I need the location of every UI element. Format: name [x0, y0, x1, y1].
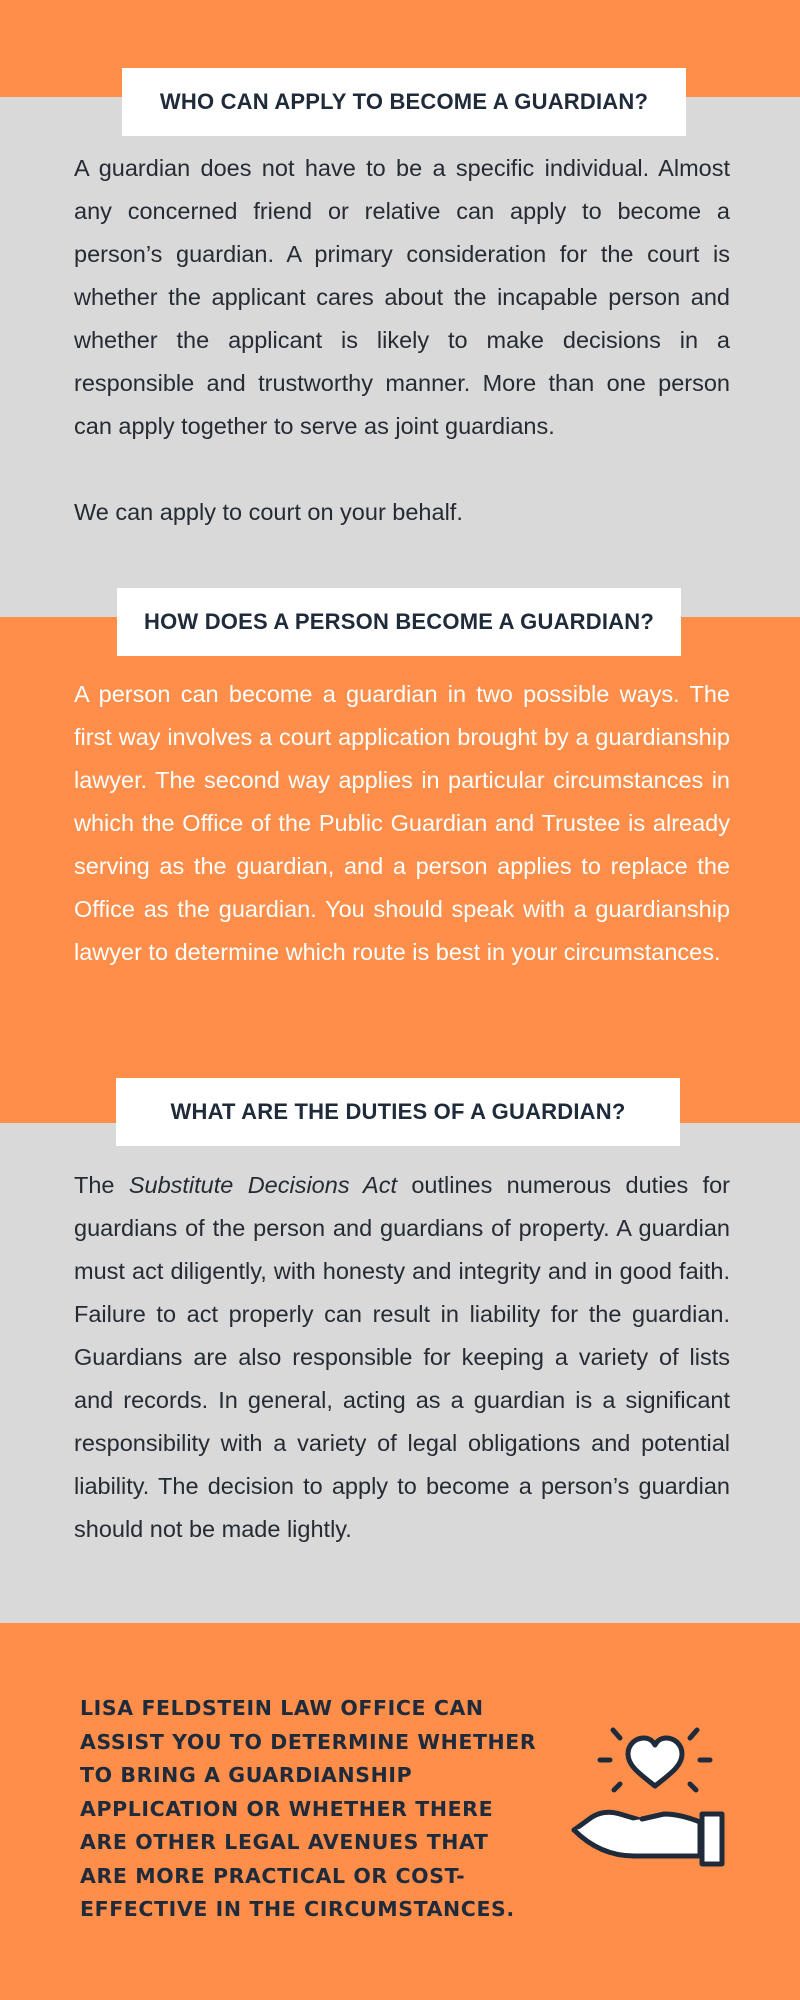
section-3-paragraph-prefix: The	[74, 1172, 129, 1198]
section-3-body	[74, 1164, 730, 1551]
section-2-heading-text: HOW DOES A PERSON BECOME A GUARDIAN?	[144, 609, 654, 634]
section-1-paragraph-2: We can apply to court on your behalf.	[74, 499, 463, 525]
section-3-heading	[116, 1078, 680, 1146]
section-1-heading	[122, 68, 686, 136]
heart-in-hand-icon	[570, 1722, 740, 1872]
act-title: Substitute Decisions Act	[128, 1172, 397, 1198]
section-3-paragraph-1	[74, 1164, 730, 1551]
section-3-heading-text: WHAT ARE THE DUTIES OF A GUARDIAN?	[170, 1099, 626, 1124]
footer-call-to-action: LISA FELDSTEIN LAW OFFICE CAN ASSIST YOU TO DETERMINE WHETHER TO BRING A GUARDIANSHIP APPLICATION OR WHETHER THERE ARE OTHER LEGAL AVENUES THAT ARE MORE PRACTICAL OR COST-EFFECTIVE IN THE CIRCUMSTANCES.	[80, 1696, 537, 1921]
section-1-heading-text: WHO CAN APPLY TO BECOME A GUARDIAN?	[159, 89, 649, 114]
section-1-body	[74, 147, 730, 534]
section-2-paragraph-1: A person can become a guardian in two possible ways. The first way involves a court application brought by a guardianship lawyer. The second way applies in particular circumstances in which the Office of the Public Guardian and Trustee is already serving as the guardian, and a person applies to replace the Office as the guardian. You should speak with a guardianship lawyer to determine which route is best in your circumstances.	[74, 681, 730, 965]
section-1-paragraph-1: A guardian does not have to be a specific individual. Almost any concerned friend or relative can apply to become a person’s guardian. A primary consideration for the court is whether the applicant cares about the incapable person and whether the applicant is likely to make decisions in a responsible and trustworthy manner. More than one person can apply together to serve as joint guardians.	[74, 155, 730, 439]
section-2-heading	[117, 588, 681, 656]
section-2-body	[74, 673, 730, 974]
section-3-paragraph-rest: outlines numerous duties for guardians of the person and guardians of property. A guardian must act diligently, with honesty and integrity and in good faith. Failure to act properly can result in liability for the guardian. Guardians are also responsible for keeping a variety of lists and records. In general, acting as a guardian is a significant responsibility with a variety of legal obligations and potential liability. The decision to apply to become a person’s guardian should not be made lightly.	[74, 1172, 730, 1542]
